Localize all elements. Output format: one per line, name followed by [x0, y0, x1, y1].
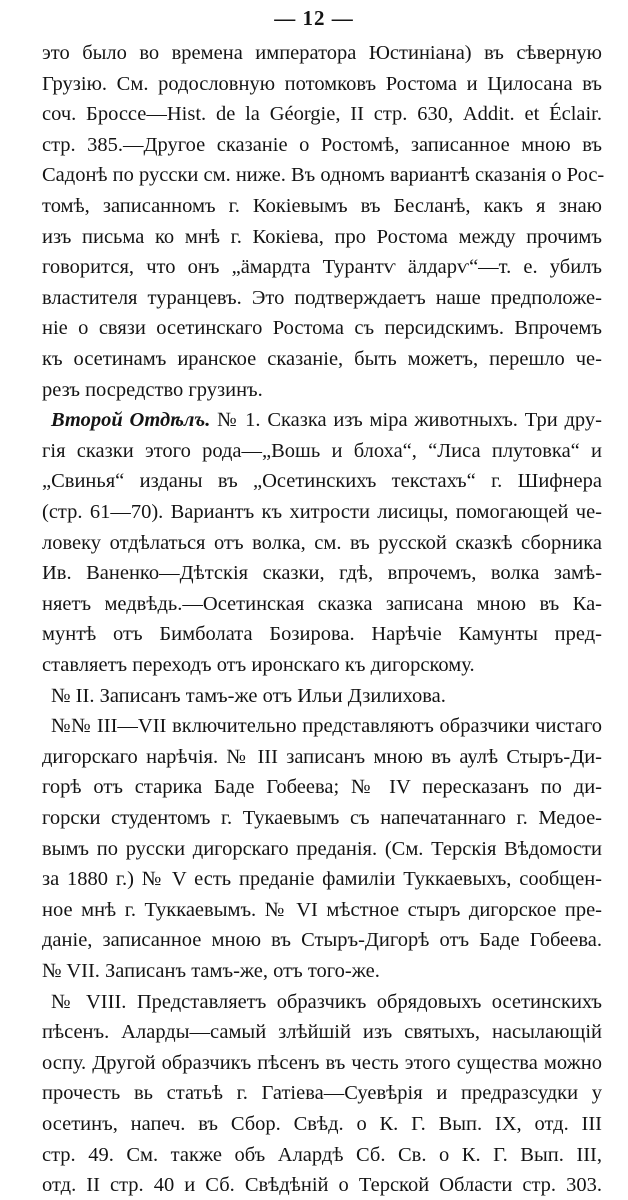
line-text: Садонѣ по русски см. ниже. Въ одномъ вариантѣ сказанія о Рос-	[42, 164, 605, 187]
line-text: даніе, записанное мною въ Стыръ-Дигорѣ отъ Баде Гобеева.	[42, 929, 602, 952]
line-text: стр. 49. См. также объ Алардѣ Сб. Св. о К. Г. Вып. III,	[42, 1143, 602, 1166]
text-line	[42, 1109, 602, 1139]
text-line	[42, 344, 602, 374]
line-text: № II. Записанъ тамъ-же отъ Ильи Дзилихова.	[51, 684, 446, 707]
line-text: ставляетъ переходъ отъ иронскаго къ дигорскому.	[42, 654, 475, 676]
line-text: томѣ, записанномъ г. Кокіевымъ въ Бесланѣ, какъ я знаю	[42, 195, 602, 217]
line-text: гія сказки этого рода—„Вошь и блоха“, “Лиса плутовка“ и	[42, 439, 602, 462]
text-line	[42, 130, 602, 160]
text-line	[51, 405, 602, 435]
line-text: прочесть вь статьѣ г. Гатіева—Суевѣрія и предразсудки у	[42, 1082, 602, 1105]
text-line	[42, 528, 602, 558]
line-text: № VII. Записанъ тамъ-же, отъ того-же.	[42, 960, 380, 982]
text-line	[42, 1170, 602, 1200]
text-line	[42, 619, 602, 649]
line-text: №№ III—VII включительно представляютъ образчики чистаго	[51, 715, 602, 738]
text-line	[42, 436, 602, 466]
line-text: пѣсенъ. Аларды—самый злѣйшій изъ святыхъ, насылающій	[42, 1021, 602, 1044]
text-line	[42, 895, 602, 925]
line-text: оспу. Другой образчикъ пѣсенъ въ честь этого существа можно	[42, 1051, 602, 1074]
text-line	[42, 283, 602, 313]
text-line	[42, 956, 602, 986]
text-line	[42, 313, 602, 343]
text-line	[51, 711, 602, 741]
text-line	[42, 466, 602, 496]
line-text: ное мнѣ г. Туккаевымъ. № VI мѣстное стыръ дигорское пре-	[42, 898, 602, 921]
text-line	[51, 987, 602, 1017]
line-text: № VIII. Представляетъ образчикъ обрядовыхъ осетинскихъ	[51, 990, 602, 1013]
text-line	[42, 803, 602, 833]
line-text: мунтѣ отъ Бимболата Бозирова. Нарѣчіе Камунты пред-	[42, 623, 602, 646]
text-line	[42, 650, 602, 680]
page-number: — 12 —	[274, 6, 354, 30]
line-text: это было во времена императора Юстиніана) въ сѣверную	[42, 42, 602, 64]
text-line	[42, 69, 602, 99]
text-line	[42, 252, 602, 282]
text-line	[42, 375, 602, 405]
line-text: за 1880 г.) № V есть преданіе фамиліи Туккаевыхъ, сообщен-	[42, 868, 602, 891]
line-text: отд. II стр. 40 и Сб. Свѣдѣній о Терской Области стр. 303.	[42, 1174, 602, 1197]
line-text: говорится, что онъ „ӓмардта Турантѵ ӓлдарѵ“—т. е. убилъ	[42, 256, 602, 279]
line-text: резъ посредство грузинъ.	[42, 378, 263, 401]
section-heading: Второй Отдѣлъ.	[51, 409, 211, 432]
line-text: „Свинья“ изданы въ „Осетинскихъ текстахъ“ г. Шифнера	[42, 470, 602, 493]
line-text: няетъ медвѣдь.—Осетинская сказка записана мною въ Ка-	[42, 592, 602, 615]
line-text: № 1. Сказка изъ міра животныхъ. Три дру-	[210, 409, 602, 432]
text-line	[42, 1048, 602, 1078]
line-text: осетинъ, напеч. въ Сбор. Свѣд. о К. Г. Вып. IX, отд. III	[42, 1113, 602, 1135]
text-line	[42, 742, 602, 772]
text-line	[42, 191, 602, 221]
text-line	[42, 772, 602, 802]
line-text: властителя туранцевъ. Это подтверждаетъ наше предположе-	[42, 286, 602, 309]
line-text: дигорскаго нарѣчія. № III записанъ мною въ аулѣ Стыръ-Ди-	[42, 745, 602, 768]
line-text: Грузію. См. родословную потомковъ Ростома и Цилосана въ	[42, 72, 602, 95]
line-text: къ осетинамъ иранское сказаніе, быть можетъ, перешло че-	[42, 348, 602, 370]
line-text: Ив. Ваненко—Дѣтскія сказки, гдѣ, впрочемъ, волка замѣ-	[42, 562, 602, 585]
line-text: стр. 385.—Другое сказаніе о Ростомѣ, записанное мною въ	[42, 133, 602, 156]
text-line	[51, 681, 602, 711]
text-line	[42, 38, 602, 68]
line-text: ловеку отдѣлаться отъ волка, см. въ русской сказкѣ сборника	[42, 531, 602, 554]
text-line	[42, 222, 602, 252]
line-text: изъ письма ко мнѣ г. Кокіева, про Ростома между прочимъ	[42, 225, 602, 248]
text-line	[42, 589, 602, 619]
text-line	[42, 497, 602, 527]
text-line	[42, 558, 602, 588]
line-text: горѣ отъ старика Баде Гобеева; № IV пересказанъ по ди-	[42, 776, 602, 799]
line-text: (стр. 61—70). Вариантъ къ хитрости лисицы, помогающей че-	[42, 501, 602, 523]
text-line	[42, 160, 605, 190]
line-text: соч. Броссе—Hist. de la Géorgie, II стр. 630, Addit. et Éclair.	[42, 103, 602, 126]
line-text: ніе о связи осетинскаго Ростома съ персидскимъ. Впрочемъ	[42, 317, 602, 340]
text-line	[42, 1078, 602, 1108]
text-line	[42, 864, 602, 894]
line-text: горски студентомъ г. Тукаевымъ съ напечатаннаго г. Медое-	[42, 807, 602, 829]
text-line	[42, 834, 602, 864]
text-line	[42, 1017, 602, 1047]
text-line	[42, 1140, 602, 1170]
text-line	[42, 99, 602, 129]
line-text: вымъ по русски дигорскаго преданія. (См. Терскія Вѣдомости	[42, 837, 602, 860]
text-line	[42, 925, 602, 955]
